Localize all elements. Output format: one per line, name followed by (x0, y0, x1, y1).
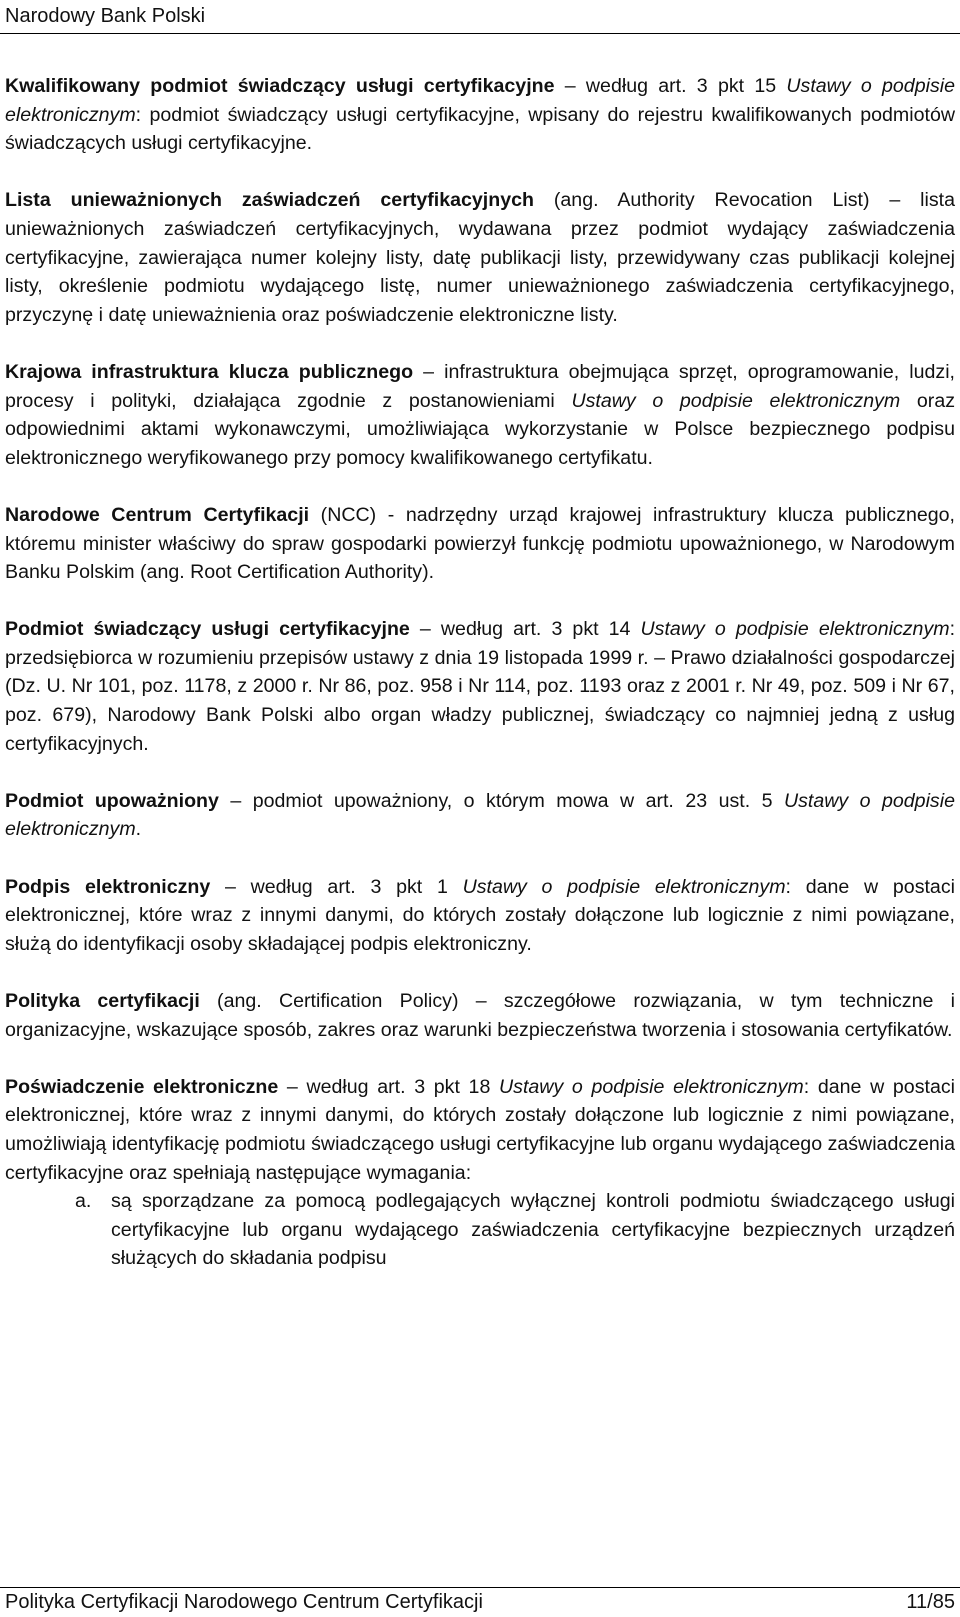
definition-paragraph: Podmiot upoważniony – podmiot upoważniony, o którym mowa w art. 23 ust. 5 Ustawy o podpisie elektronicznym. (5, 789, 955, 841)
list-item-text: są sporządzane za pomocą podlegających wyłącznej kontroli podmiotu świadczącego usługi certyfikacyjne lub organu wydającego zaświadczenia certyfikacyjne bezpiecznych urządzeń służących do składania podpisu (111, 1190, 955, 1270)
definition-paragraph: Krajowa infrastruktura klucza publicznego – infrastruktura obejmująca sprzęt, oprogramowanie, ludzi, procesy i polityki, działająca zgodnie z postanowieniami Ustawy o podpisie elektronicznym oraz odpowiednimi aktami wykonawczymi, umożliwiająca wykorzystanie w Polsce bezpiecznego podpisu elektronicznego weryfikowanego przy pomocy kwalifikowanego certyfikatu. (5, 360, 956, 469)
document-body (5, 72, 955, 1273)
footer-title: Polityka Certyfikacji Narodowego Centrum Certyfikacji (5, 1591, 483, 1613)
header-title: Narodowy Bank Polski (5, 5, 206, 27)
definition-term: Podpis elektroniczny (5, 875, 211, 898)
definition-term: Podmiot świadczący usługi certyfikacyjne (5, 618, 410, 641)
definition-paragraph: Narodowe Centrum Certyfikacji (NCC) - nadrzędny urząd krajowej infrastruktury klucza publicznego, któremu minister właściwy do spraw gospodarki powierzył funkcję podmiotu upoważnionego, w Narodowym Banku Polskim (ang. Root Certification Authority). (5, 503, 955, 584)
list-item (5, 1187, 955, 1273)
list-marker: a. (75, 1190, 92, 1213)
definition-term: Lista unieważnionych zaświadczeń certyfikacyjnych (5, 189, 534, 212)
definition-term: Polityka certyfikacji (5, 990, 200, 1012)
definition-term: Narodowe Centrum Certyfikacji (5, 503, 310, 526)
running-header (0, 0, 960, 34)
definition-paragraph: Kwalifikowany podmiot świadczący usługi certyfikacyjne – według art. 3 pkt 15 Ustawy o podpisie elektronicznym: podmiot świadczący usługi certyfikacyjne, wpisany do rejestru kwalifikowanych podmiotów świadczących usługi certyfikacyjne. (5, 75, 956, 155)
definition-paragraph: Lista unieważnionych zaświadczeń certyfikacyjnych (ang. Authority Revocation List) – lista unieważnionych zaświadczeń certyfikacyjnych, wydawana przez podmiot wydający zaświadczenia certyfikacyjne, zawierająca numer kolejny listy, datę publikacji listy, przewidywany czas publikacji kolejnej listy, określenie podmiotu wydającego listę, numer unieważnionego zaświadczenia certyfikacyjnego, przyczynę i datę unieważnienia oraz poświadczenie elektroniczne listy. (5, 189, 955, 326)
definition-term: Kwalifikowany podmiot świadczący usługi certyfikacyjne (5, 75, 555, 97)
page-number: 11/85 (906, 1591, 955, 1613)
definition-term: Poświadczenie elektroniczne (5, 1075, 279, 1098)
definition-paragraph: Podpis elektroniczny – według art. 3 pkt 1 Ustawy o podpisie elektronicznym: dane w postaci elektronicznej, które wraz z innymi danymi, do których zostały dołączone lub logicznie z nimi powiązane, służą do identyfikacji osoby składającej podpis elektroniczny. (5, 875, 955, 955)
definition-paragraph: Podmiot świadczący usługi certyfikacyjne – według art. 3 pkt 14 Ustawy o podpisie elektronicznym: przedsiębiorca w rozumieniu przepisów ustawy z dnia 19 listopada 1999 r. – Prawo działalności gospodarczej (Dz. U. Nr 101, poz. 1178, z 2000 r. Nr 86, poz. 958 i Nr 114, poz. 1193 oraz z 2001 r. Nr 49, poz. 509 i Nr 67, poz. 679), Narodowy Bank Polski albo organ władzy publicznej, świadczący co najmniej jedną z usług certyfikacyjnych. (5, 618, 956, 755)
running-footer (0, 1587, 960, 1617)
definition-term: Krajowa infrastruktura klucza publicznego (5, 360, 414, 383)
requirements-list (5, 1187, 955, 1273)
definition-paragraph: Poświadczenie elektroniczne – według art. 3 pkt 18 Ustawy o podpisie elektronicznym: dane w postaci elektronicznej, które wraz z innymi danymi, do których zostały dołączone lub logicznie z nimi powiązane, umożliwiają identyfikację podmiotu świadczącego usługi certyfikacyjne lub organu wydającego zaświadczenia certyfikacyjne oraz spełniają następujące wymagania: (5, 1075, 955, 1184)
definition-paragraph: Polityka certyfikacji (ang. Certification Policy) – szczegółowe rozwiązania, w tym techniczne i organizacyjne, wskazujące sposób, zakres oraz warunki bezpieczeństwa tworzenia i stosowania certyfikatów. (5, 990, 955, 1041)
definition-term: Podmiot upoważniony (5, 789, 219, 812)
